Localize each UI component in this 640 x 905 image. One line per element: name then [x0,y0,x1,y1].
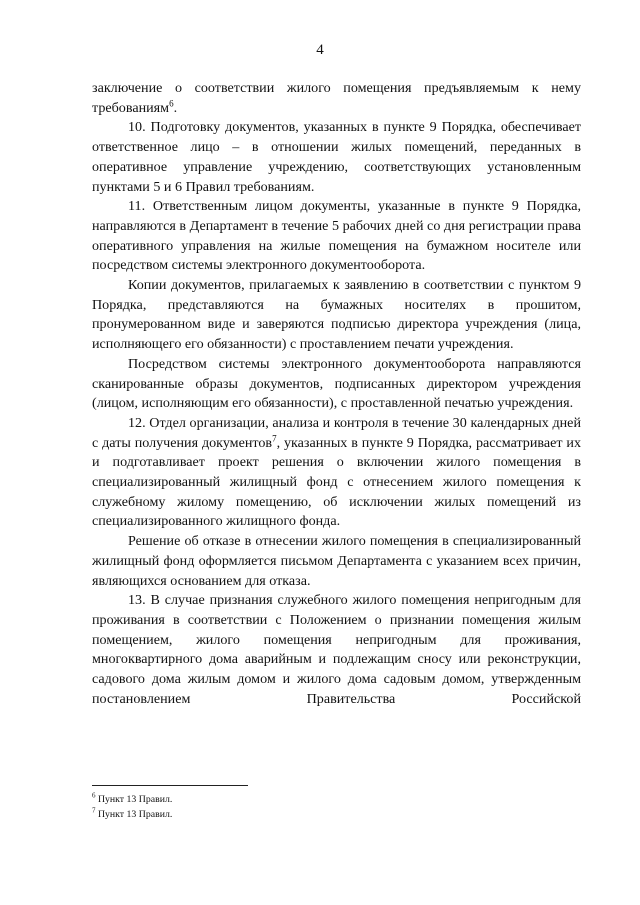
footnote-item [92,793,392,808]
paragraph-text-tail: . [173,99,178,116]
footnote-text: Пункт 13 Правил. [97,808,173,820]
page-number: 4 [316,42,324,58]
paragraph-text: заключение о соответствии жилого помещения предъявляемым к нему требованиям [92,80,581,116]
paragraph-item-13: 13. В случае признания служебного жилого помещения непригодным для проживания в соответствии с Положением о признании помещения жилым помещением, жилого помещения непригодным для проживания, многоквартирного дома аварийным и подлежащим сносу или реконструкции, садового дома жилым домом и жилого дома садовым домом, утвержденным постановлением Правительства Российской [92,592,581,707]
footnote-reference: 6 [169,98,174,109]
paragraph-continuation [92,79,581,118]
footnote-mark: 6 [92,791,96,800]
paragraph-item-10: 10. Подготовку документов, указанных в пункте 9 Порядка, обеспечивает ответственное лицо – в отношении жилых помещений, переданных в оперативное управление учреждению, соответствующих установленным пунктами 5 и 6 Правил требованиям. [92,119,581,195]
paragraph-text-tail: , указанных в пункте 9 Порядка, рассматривает их и подготавливает проект решения о включении жилого помещения в специализированный жилищный фонд с отнесением жилого помещения к служебному жилому помещению, об исключении жилых помещений из специализированного жилищного фонда. [92,434,581,530]
footnote-item [92,808,392,823]
footnote-reference: 7 [272,432,277,443]
paragraph-copies: Копии документов, прилагаемых к заявлению в соответствии с пунктом 9 Порядка, представляются на бумажных носителях в прошитом, пронумерованном виде и заверяются подписью директора учреждения (лица, исполняющего его обязанности) с проставлением печати учреждения. [92,277,581,353]
footnote-divider [92,785,248,786]
paragraph-edms: Посредством системы электронного документооборота направляются сканированные образы документов, подписанных директором учреждения (лицом, исполняющим его обязанности), с проставленной печатью учреждения. [92,355,581,412]
paragraph-text: 12. Отдел организации, анализа и контроля в течение 30 календарных дней с даты получения документов [92,414,581,451]
footnote-mark: 7 [92,806,96,815]
document-body [92,79,581,710]
paragraph-item-12 [92,414,581,532]
footnotes [92,793,392,822]
paragraph-refusal: Решение об отказе в отнесении жилого помещения в специализированный жилищный фонд оформляется письмом Департамента с указанием всех причин, являющихся основанием для отказа. [92,533,581,589]
footnote-text: Пункт 13 Правил. [97,794,173,805]
paragraph-item-11: 11. Ответственным лицом документы, указанные в пункте 9 Порядка, направляются в Департамент в течение 5 рабочих дней со дня регистрации права оперативного управления на жилые помещения на бумажном носителе или посредством системы электронного документооборота. [92,198,581,274]
